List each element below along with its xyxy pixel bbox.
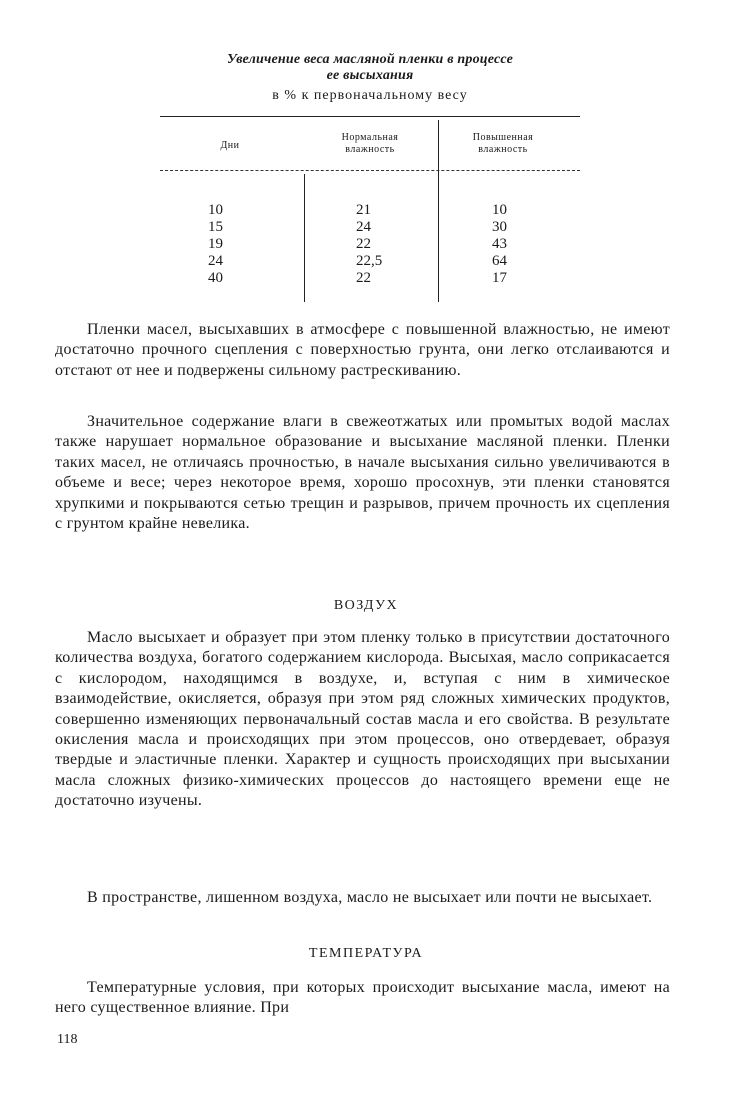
table-header-high-humidity: Повышенная влажность bbox=[472, 132, 534, 155]
table-cell: 15 bbox=[208, 219, 223, 235]
table-header-days: Дни bbox=[220, 140, 240, 151]
table-caption-line-2: ее высыхания bbox=[326, 68, 414, 83]
table-caption-units: в % к первоначальному весу bbox=[272, 88, 468, 103]
table-column-divider-1 bbox=[304, 174, 305, 302]
table-column-days bbox=[208, 202, 248, 287]
table-cell: 64 bbox=[492, 253, 507, 269]
table-cell: 19 bbox=[208, 236, 223, 252]
table-cell: 24 bbox=[356, 219, 371, 235]
table-cell: 10 bbox=[492, 202, 507, 218]
data-table bbox=[160, 116, 580, 306]
paragraph-no-air: В пространстве, лишенном воздуха, масло не высыхает или почти не высыхает. bbox=[87, 889, 653, 906]
section-heading-air: ВОЗДУХ bbox=[333, 598, 399, 613]
paragraph-moisture-content: Значительное содержание влаги в свежеотжатых или промытых водой маслах также нарушает нормальное образование и высыхание масляной пленки. Пленки таких масел, не отличаясь прочностью, в начале высыхания сильно увеличиваются в объеме и весе; через некоторое время, хорошо просохнув, эти пленки становятся хрупкими и покрываются сетью трещин и разрывов, причем прочность их сцепления с грунтом крайне невелика. bbox=[55, 413, 670, 533]
paragraph-air-oxidation: Масло высыхает и образует при этом пленку только в присутствии достаточного количества воздуха, богатого содержанием кислорода. Высыхая, масло соприкасается с кислородом, находящимся в воздухе, и, вступая с ним в химическое взаимодействие, окисляется, образуя при этом ряд сложных химических продуктов, совершенно изменяющих первоначальный состав масла и его свойства. В результате окисления масла и происходящих при этом процессов, оно отвердевает, образуя твердые и эластичные пленки. Характер и сущность происходящих при высыхании масла сложных физико-химических процессов до настоящего времени еще не достаточно изучены. bbox=[55, 629, 670, 810]
table-cell: 21 bbox=[356, 202, 371, 218]
table-cell: 10 bbox=[208, 202, 223, 218]
table-header-normal-humidity: Нормальная влажность bbox=[341, 132, 399, 155]
table-cell: 22 bbox=[356, 270, 371, 286]
table-column-normal-humidity bbox=[356, 202, 416, 287]
table-cell: 43 bbox=[492, 236, 507, 252]
table-top-rule bbox=[160, 116, 580, 117]
table-caption-title bbox=[160, 52, 580, 84]
table-cell: 17 bbox=[492, 270, 507, 286]
table-header-rule bbox=[160, 170, 580, 171]
paragraph-temperature: Температурные условия, при которых происходит высыхание масла, имеют на него существенное влияние. При bbox=[55, 979, 670, 1017]
page-number: 118 bbox=[57, 1032, 78, 1047]
table-column-high-humidity bbox=[492, 202, 532, 287]
table-cell: 40 bbox=[208, 270, 223, 286]
table-cell: 30 bbox=[492, 219, 507, 235]
table-column-divider-2 bbox=[438, 120, 439, 302]
paragraph-humid-films: Пленки масел, высыхавших в атмосфере с повышенной влажностью, не имеют достаточно прочного сцепления с поверхностью грунта, они легко отслаиваются и отстают от нее и подвержены сильному растрескиванию. bbox=[55, 321, 670, 379]
table-caption-line-1: Увеличение веса масляной пленки в процессе bbox=[226, 52, 514, 67]
section-heading-temperature: ТЕМПЕРАТУРА bbox=[308, 946, 424, 961]
table-cell: 24 bbox=[208, 253, 223, 269]
table-cell: 22,5 bbox=[356, 253, 383, 269]
table-cell: 22 bbox=[356, 236, 371, 252]
